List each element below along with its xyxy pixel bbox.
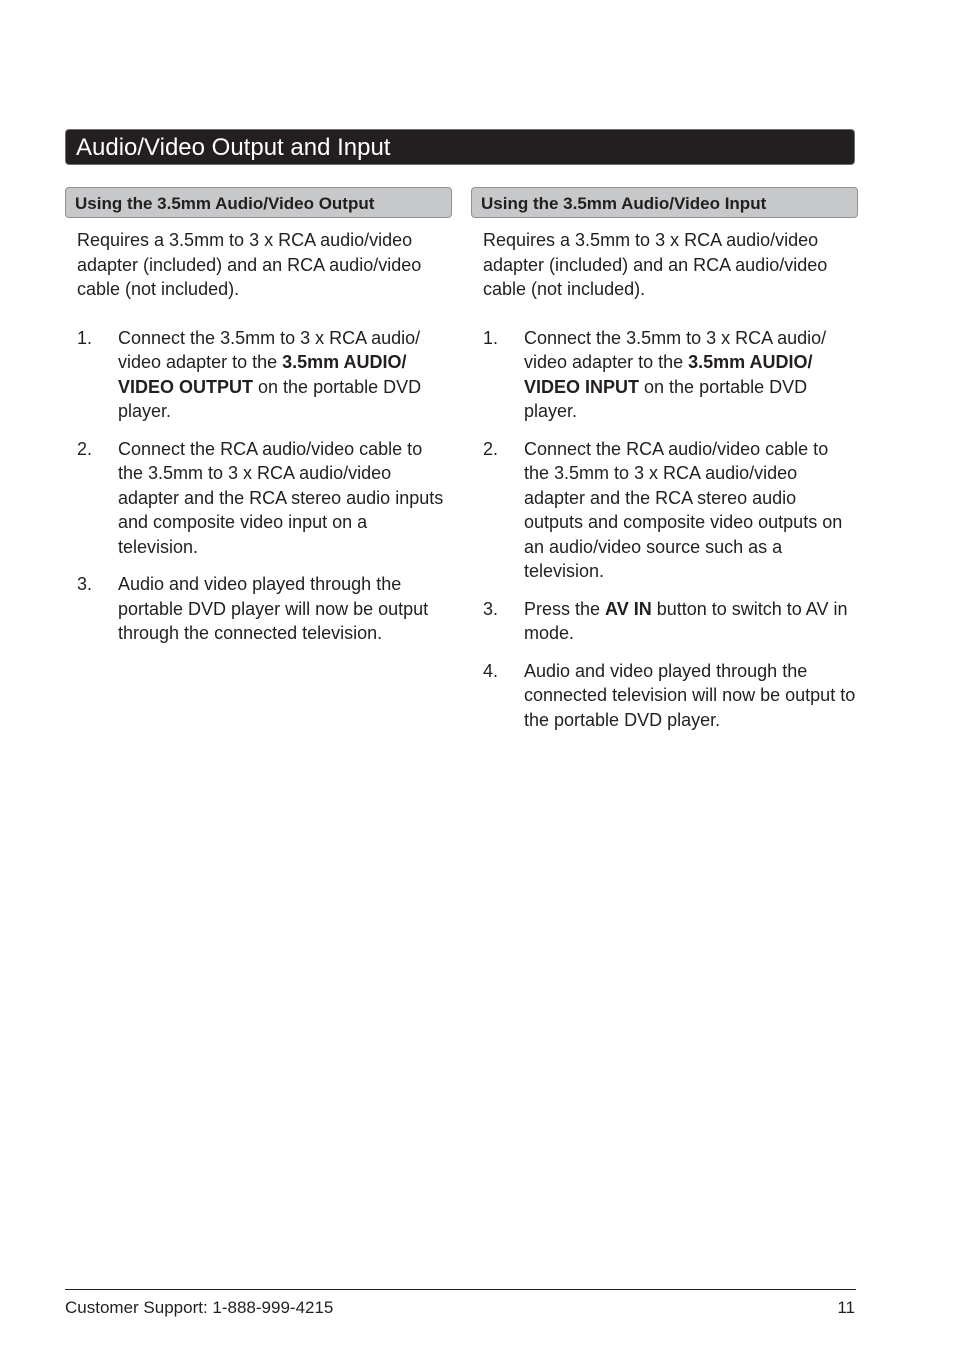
input-section	[471, 187, 858, 745]
section-header	[65, 187, 452, 218]
steps-list	[471, 326, 858, 733]
step-text	[524, 597, 858, 646]
step-number: 3.	[77, 574, 93, 594]
list-item	[65, 572, 452, 646]
step-text	[524, 437, 858, 584]
list-item	[471, 437, 858, 584]
step-text-bold: AV IN	[605, 598, 652, 619]
step-text-part: Audio and video played through the portable DVD player will now be output through the connected television.	[118, 574, 429, 643]
step-text-part: Connect the 3.5mm to 3 x RCA audio/ video adapter to the	[524, 327, 827, 372]
section-header	[471, 187, 858, 218]
step-text-part: on the portable DVD player.	[524, 376, 808, 421]
section-title: Using the 3.5mm Audio/Video Input	[481, 194, 767, 213]
output-section	[65, 187, 452, 659]
step-text	[118, 572, 452, 646]
steps-list	[65, 326, 452, 646]
step-text-bold: 3.5mm AUDIO/ VIDEO OUTPUT	[118, 352, 407, 397]
list-item	[65, 437, 452, 560]
step-number: 1.	[77, 327, 93, 348]
customer-support-text: Customer Support: 1-888-999-4215	[65, 1298, 334, 1317]
step-text-bold: 3.5mm AUDIO/ VIDEO INPUT	[524, 352, 813, 397]
step-text-part: Connect the 3.5mm to 3 x RCA audio/ video adapter to the	[118, 327, 421, 372]
step-number: 2.	[77, 438, 93, 459]
step-text-part: button to switch to AV in mode.	[524, 598, 848, 643]
section-title: Using the 3.5mm Audio/Video Output	[75, 194, 375, 213]
list-item	[471, 659, 858, 733]
list-item	[471, 326, 858, 424]
step-text-part: Audio and video played through the connected television will now be output to the portable DVD player.	[524, 660, 856, 730]
step-text	[524, 326, 858, 424]
step-number: 1.	[483, 327, 499, 348]
list-item	[471, 597, 858, 646]
step-text-part: Press the	[524, 598, 606, 619]
step-text	[524, 659, 858, 733]
section-intro: Requires a 3.5mm to 3 x RCA audio/video adapter (included) and an RCA audio/video cable (not included).	[77, 230, 422, 299]
page-title-bar	[65, 129, 855, 165]
step-number: 2.	[483, 438, 499, 459]
footer-divider	[65, 1289, 856, 1290]
page-number: 11	[837, 1298, 855, 1317]
step-number: 3.	[483, 598, 499, 619]
step-text-part: on the portable DVD player.	[118, 376, 422, 421]
page-title: Audio/Video Output and Input	[76, 134, 391, 161]
section-intro: Requires a 3.5mm to 3 x RCA audio/video adapter (included) and an RCA audio/video cable (not included).	[483, 230, 828, 299]
step-text-part: Connect the RCA audio/video cable to the 3.5mm to 3 x RCA audio/video adapter and the RCA stereo audio outputs and composite video outputs on an audio/video source such as a television.	[524, 438, 843, 581]
step-text-part: Connect the RCA audio/video cable to the 3.5mm to 3 x RCA audio/video adapter and the RCA stereo audio inputs and composite video input on a television.	[118, 438, 444, 557]
list-item	[65, 326, 452, 424]
step-text	[118, 326, 452, 424]
step-text	[118, 437, 452, 560]
step-number: 4.	[483, 660, 499, 681]
